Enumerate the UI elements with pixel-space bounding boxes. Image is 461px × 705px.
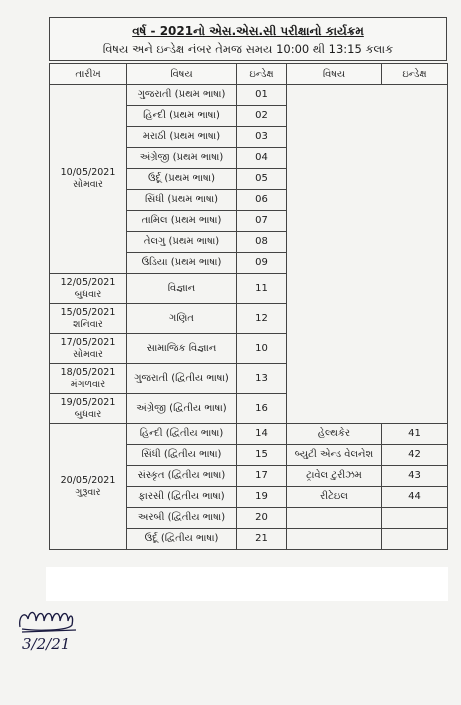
index-cell: 03	[237, 127, 287, 148]
header-row	[50, 64, 448, 85]
index-cell: 05	[237, 169, 287, 190]
vocational-index-cell: 44	[382, 487, 448, 508]
subject-cell: હિન્દી (પ્રથમ ભાષા)	[127, 106, 237, 127]
index-cell: 13	[237, 364, 287, 394]
subject-cell: વિજ્ઞાન	[127, 274, 237, 304]
subject-cell: અંગ્રેજી (દ્વિતીય ભાષા)	[127, 394, 237, 424]
vocational-subject-cell	[287, 529, 382, 550]
table-row	[50, 424, 448, 445]
date-cell	[50, 304, 127, 334]
index-cell: 10	[237, 334, 287, 364]
subject-cell: મરાઠી (પ્રથમ ભાષા)	[127, 127, 237, 148]
date-text: 10/05/2021	[60, 167, 116, 178]
date-cell	[50, 424, 127, 550]
vocational-index-cell	[382, 529, 448, 550]
day-text: મંગળવાર	[70, 378, 106, 390]
subject-cell: અરબી (દ્વિતીય ભાષા)	[127, 508, 237, 529]
schedule-sheet	[49, 17, 449, 554]
date-text: 12/05/2021	[60, 276, 116, 288]
index-cell: 21	[237, 529, 287, 550]
date-cell	[50, 274, 127, 304]
signature	[16, 605, 96, 669]
date-cell	[50, 334, 127, 364]
vocational-subject-cell: રીટેઇલ	[287, 487, 382, 508]
day-text: શનિવાર	[73, 318, 103, 330]
blank-strip	[46, 567, 448, 601]
day-text: સોમવાર	[73, 179, 103, 190]
date-cell	[50, 85, 127, 274]
index-cell: 17	[237, 466, 287, 487]
vocational-subject-cell: ટ્રાવેલ ટુરીઝમ	[287, 466, 382, 487]
subject-cell: ગણિત	[127, 304, 237, 334]
subject-cell: તામિલ (પ્રથમ ભાષા)	[127, 211, 237, 232]
subject-cell: ફારસી (દ્વિતીય ભાષા)	[127, 487, 237, 508]
index-cell: 07	[237, 211, 287, 232]
vocational-index-cell: 42	[382, 445, 448, 466]
vocational-subject-cell	[287, 508, 382, 529]
date-cell	[50, 364, 127, 394]
index-cell: 01	[237, 85, 287, 106]
day-text: બુધવાર	[74, 408, 102, 420]
date-text: 19/05/2021	[60, 396, 116, 408]
index-cell: 12	[237, 304, 287, 334]
subject-cell: ઉડિયા (પ્રથમ ભાષા)	[127, 253, 237, 274]
header-subject: વિષય	[127, 64, 237, 85]
date-text: 17/05/2021	[60, 336, 116, 348]
subject-cell: ઉર્દૂ (પ્રથમ ભાષા)	[127, 169, 237, 190]
header-date: તારીખ	[50, 64, 127, 85]
header-index: ઇન્ડેક્ષ	[237, 64, 287, 85]
index-cell: 08	[237, 232, 287, 253]
page-subtitle: વિષય અને ઇન્ડેક્ષ નંબર તેમજ સમય 10:00 થી 13:15 કલાક	[102, 42, 394, 56]
index-cell: 09	[237, 253, 287, 274]
vocational-subject-cell: બ્યુટી એન્ડ વેલનેશ	[287, 445, 382, 466]
subject-cell: હિન્દી (દ્વિતીય ભાષા)	[127, 424, 237, 445]
title-box	[49, 17, 447, 61]
empty-vocational-area	[287, 85, 448, 424]
header-index-2: ઇન્ડેક્ષ	[382, 64, 448, 85]
subject-cell: સિંધી (પ્રથમ ભાષા)	[127, 190, 237, 211]
subject-cell: સંસ્કૃત (દ્વિતીય ભાષા)	[127, 466, 237, 487]
index-cell: 02	[237, 106, 287, 127]
subject-cell: ગુજરાતી (પ્રથમ ભાષા)	[127, 85, 237, 106]
index-cell: 11	[237, 274, 287, 304]
index-cell: 19	[237, 487, 287, 508]
header-subject-2: વિષય	[287, 64, 382, 85]
index-cell: 15	[237, 445, 287, 466]
subject-cell: સામાજિક વિજ્ઞાન	[127, 334, 237, 364]
day-text: બુધવાર	[74, 288, 102, 300]
schedule-table	[49, 63, 448, 550]
index-cell: 06	[237, 190, 287, 211]
subject-cell: અંગ્રેજી (પ્રથમ ભાષા)	[127, 148, 237, 169]
index-cell: 16	[237, 394, 287, 424]
date-text: 20/05/2021	[60, 474, 116, 486]
subject-cell: તેલગુ (પ્રથમ ભાષા)	[127, 232, 237, 253]
index-cell: 20	[237, 508, 287, 529]
signature-date: 3/2/21	[22, 635, 71, 653]
day-text: સોમવાર	[73, 348, 103, 360]
vocational-subject-cell: હેલ્થકેર	[287, 424, 382, 445]
page-title: વર્ષ - 2021નો એસ.એસ.સી પરીક્ષાનો કાર્યક્રમ	[132, 24, 364, 38]
table-row	[50, 85, 448, 106]
index-cell: 04	[237, 148, 287, 169]
date-text: 15/05/2021	[60, 306, 116, 318]
day-text: ગુરૂવાર	[75, 486, 101, 498]
date-cell	[50, 394, 127, 424]
vocational-index-cell: 41	[382, 424, 448, 445]
subject-cell: ગુજરાતી (દ્વિતીય ભાષા)	[127, 364, 237, 394]
vocational-index-cell: 43	[382, 466, 448, 487]
index-cell: 14	[237, 424, 287, 445]
vocational-index-cell	[382, 508, 448, 529]
date-text: 18/05/2021	[60, 366, 116, 378]
subject-cell: ઉર્દૂ (દ્વિતીય ભાષા)	[127, 529, 237, 550]
subject-cell: સિંધી (દ્વિતીય ભાષા)	[127, 445, 237, 466]
